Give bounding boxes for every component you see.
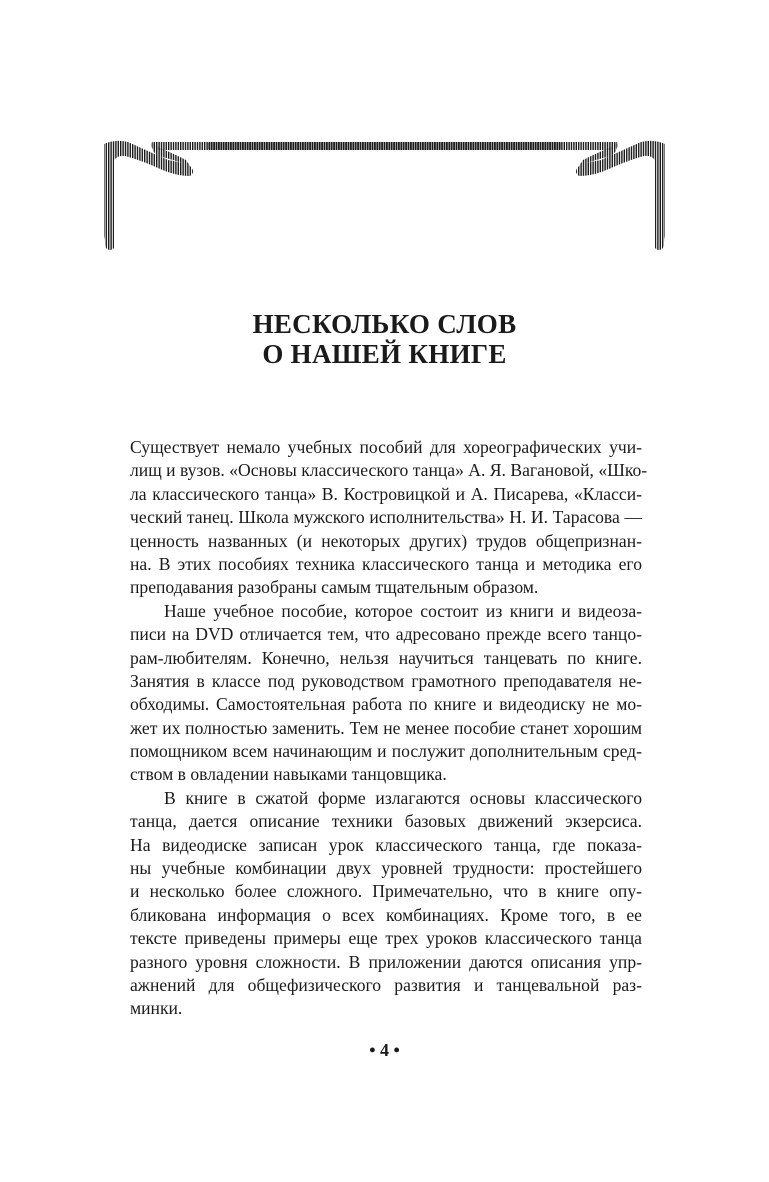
text-line: Занятия в классе под руководством грамотного преподавателя не- (130, 670, 642, 691)
chapter-title (0, 309, 769, 369)
paragraph (130, 787, 642, 1021)
text-line: ла классического танца» В. Костровицкой и А. Писарева, «Класси- (130, 483, 642, 504)
text-line: обходимы. Самостоятельная работа по книге и видеодиску не мо- (130, 694, 642, 715)
chapter-title-line-2: О НАШЕЙ КНИГЕ (262, 339, 507, 369)
page-number: • 4 • (369, 1040, 400, 1060)
text-line: Наше учебное пособие, которое состоит из книги и видеоза- (164, 600, 642, 621)
text-line: ценность названных (и некоторых других) трудов общепризнан- (130, 530, 642, 551)
text-line: жет их полностью заменить. Тем не менее пособие станет хорошим (130, 717, 642, 738)
chapter-title-line-1: НЕСКОЛЬКО СЛОВ (252, 309, 517, 339)
text-line: разного уровня сложности. В приложении даются описания упр- (130, 951, 642, 972)
body-text (130, 436, 648, 1021)
text-line: ческий танец. Школа мужского исполнительства» Н. И. Тарасова — (130, 507, 642, 528)
paragraph (130, 436, 648, 600)
text-line: минки. (130, 998, 183, 1019)
text-line: На видеодиске записан урок классического танца, где показа- (130, 834, 642, 855)
text-line: и несколько более сложного. Примечательно, что в книге опу- (130, 881, 642, 902)
text-line: тексте приведены примеры еще трех уроков классического танца (130, 928, 642, 949)
text-line: лищ и вузов. «Основы классического танца» А. Я. Вагановой, «Шко- (130, 460, 648, 481)
text-line: писи на DVD отличается тем, что адресовано прежде всего танцо- (130, 624, 642, 645)
text-line: рам-любителям. Конечно, нельзя научиться танцевать по книге. (130, 647, 642, 668)
text-line: ством в овладении навыками танцовщика. (130, 764, 447, 785)
text-line: ажнений для общефизического развития и танцевальной раз- (130, 974, 642, 995)
text-line: преподавания разобраны самым тщательным образом. (130, 577, 539, 598)
text-line: Существует немало учебных пособий для хореографических учи- (130, 437, 642, 457)
text-line: танца, дается описание техники базовых движений экзерсиса. (130, 811, 642, 832)
text-line: ны учебные комбинации двух уровней трудности: простейшего (130, 858, 642, 879)
text-line: помощником всем начинающим и послужит дополнительным сред- (130, 741, 642, 762)
decorative-header-frame-icon (0, 0, 769, 290)
paragraph (130, 600, 642, 787)
text-line: бликована информация о всех комбинациях. Кроме того, в ее (130, 904, 642, 925)
text-line: В книге в сжатой форме излагаются основы классического (164, 787, 642, 808)
text-line: на. В этих пособиях техника классического танца и методика его (130, 553, 642, 574)
